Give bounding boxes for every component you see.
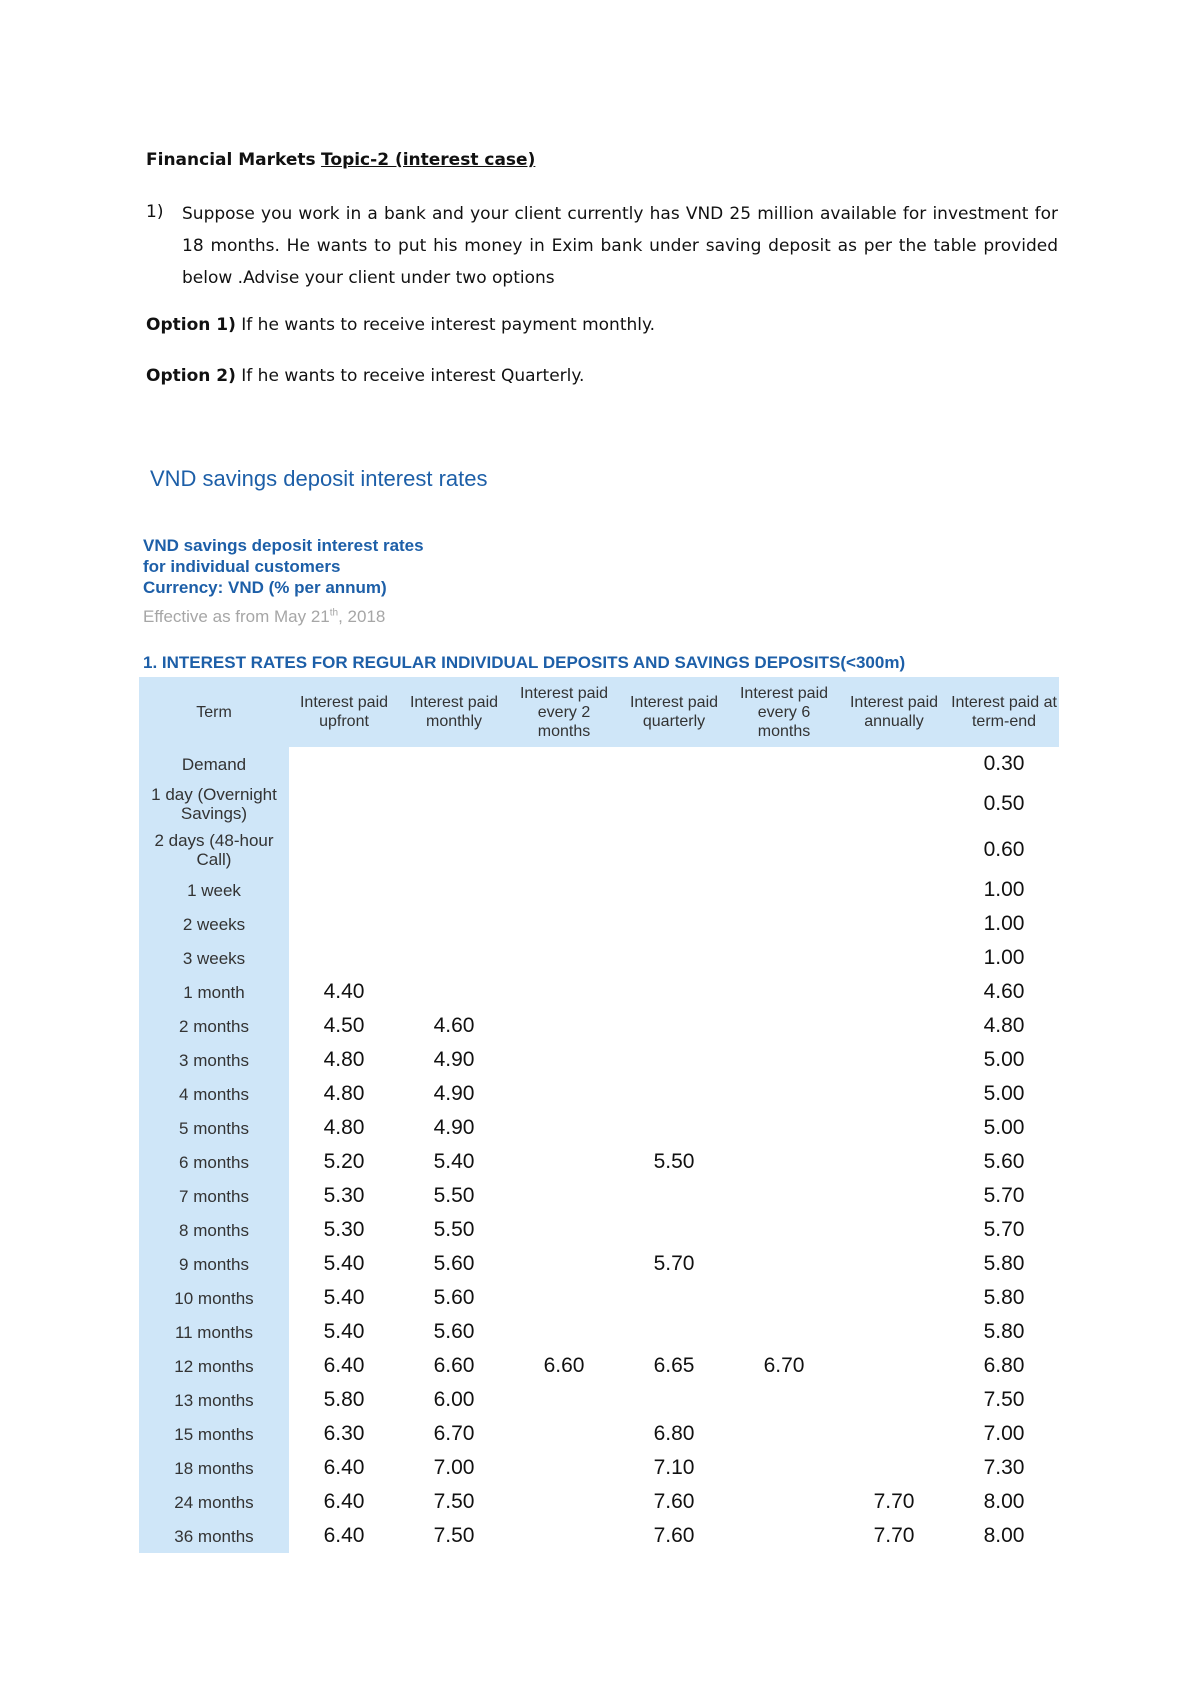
table-row — [139, 1077, 1059, 1111]
annually-cell: 7.70 — [873, 1524, 915, 1547]
monthly-cell: 4.90 — [433, 1082, 475, 1105]
every-6-months-cell — [729, 1145, 839, 1179]
table-row — [139, 1009, 1059, 1043]
every-2-months-cell — [509, 975, 619, 1009]
term-end-cell: 1.00 — [983, 912, 1025, 935]
term-cell: 3 weeks — [139, 941, 289, 975]
term-cell: 36 months — [139, 1519, 289, 1553]
term-end-cell: 5.80 — [983, 1286, 1025, 1309]
monthly-cell: 7.50 — [433, 1524, 475, 1547]
term-end-cell: 6.80 — [983, 1354, 1025, 1377]
annually-cell — [839, 1383, 949, 1417]
table-row — [139, 1417, 1059, 1451]
quarterly-cell — [619, 941, 729, 975]
quarterly-cell: 5.70 — [653, 1252, 695, 1275]
quarterly-cell — [619, 827, 729, 873]
effective-sup: th — [329, 607, 339, 619]
term-end-cell: 5.00 — [983, 1082, 1025, 1105]
monthly-cell — [399, 781, 509, 827]
term-cell: 4 months — [139, 1077, 289, 1111]
monthly-cell: 5.50 — [433, 1184, 475, 1207]
monthly-cell: 5.50 — [433, 1218, 475, 1241]
every-6-months-cell — [729, 1179, 839, 1213]
upfront-cell: 6.40 — [323, 1354, 365, 1377]
upfront-cell — [289, 907, 399, 941]
upfront-cell — [289, 941, 399, 975]
every-6-months-cell — [729, 1247, 839, 1281]
every-2-months-cell — [509, 1519, 619, 1553]
annually-cell — [839, 1281, 949, 1315]
quarterly-cell: 7.60 — [653, 1524, 695, 1547]
term-end-cell: 1.00 — [983, 878, 1025, 901]
monthly-cell: 7.50 — [433, 1490, 475, 1513]
table-row — [139, 1485, 1059, 1519]
table-row — [139, 1451, 1059, 1485]
quarterly-cell: 7.10 — [653, 1456, 695, 1479]
upfront-cell: 6.40 — [323, 1490, 365, 1513]
annually-cell — [839, 747, 949, 781]
term-cell: 7 months — [139, 1179, 289, 1213]
every-6-months-cell — [729, 1417, 839, 1451]
term-end-cell: 8.00 — [983, 1524, 1025, 1547]
table-body — [139, 747, 1059, 1553]
upfront-cell: 5.40 — [323, 1252, 365, 1275]
term-end-cell: 0.60 — [983, 838, 1025, 861]
annually-cell — [839, 1009, 949, 1043]
effective-prefix: Effective as from May 21 — [143, 607, 330, 626]
option-2 — [146, 366, 584, 386]
every-6-months-cell — [729, 1213, 839, 1247]
term-cell: 5 months — [139, 1111, 289, 1145]
every-2-months-cell — [509, 1179, 619, 1213]
header-every-6-months: Interest paid every 6 months — [729, 677, 839, 747]
quarterly-cell — [619, 1111, 729, 1145]
term-end-cell: 4.80 — [983, 1014, 1025, 1037]
quarterly-cell — [619, 907, 729, 941]
quarterly-cell — [619, 1315, 729, 1349]
quarterly-cell — [619, 873, 729, 907]
quarterly-cell — [619, 1213, 729, 1247]
term-end-cell: 5.70 — [983, 1184, 1025, 1207]
every-2-months-cell — [509, 1043, 619, 1077]
header-upfront: Interest paid upfront — [289, 677, 399, 747]
term-cell: 9 months — [139, 1247, 289, 1281]
every-2-months-cell — [509, 1451, 619, 1485]
annually-cell — [839, 1315, 949, 1349]
table-row — [139, 975, 1059, 1009]
quarterly-cell — [619, 1383, 729, 1417]
every-6-months-cell — [729, 1281, 839, 1315]
quarterly-cell: 6.65 — [653, 1354, 695, 1377]
annually-cell — [839, 1043, 949, 1077]
upfront-cell: 4.80 — [323, 1116, 365, 1139]
table-row — [139, 1111, 1059, 1145]
upfront-cell: 5.40 — [323, 1320, 365, 1343]
every-6-months-cell — [729, 907, 839, 941]
table-row — [139, 1247, 1059, 1281]
term-cell: 24 months — [139, 1485, 289, 1519]
term-cell: 8 months — [139, 1213, 289, 1247]
quarterly-cell — [619, 781, 729, 827]
monthly-cell: 4.60 — [433, 1014, 475, 1037]
quarterly-cell — [619, 747, 729, 781]
monthly-cell — [399, 975, 509, 1009]
upfront-cell: 5.80 — [323, 1388, 365, 1411]
upfront-cell: 6.30 — [323, 1422, 365, 1445]
table-title: 1. INTEREST RATES FOR REGULAR INDIVIDUAL DEPOSITS AND SAVINGS DEPOSITS(<300m) — [143, 653, 906, 672]
term-cell: 11 months — [139, 1315, 289, 1349]
annually-cell: 7.70 — [873, 1490, 915, 1513]
table-row — [139, 873, 1059, 907]
monthly-cell — [399, 907, 509, 941]
quarterly-cell: 6.80 — [653, 1422, 695, 1445]
subheading-line-2: for individual customers — [143, 557, 341, 576]
every-2-months-cell — [509, 907, 619, 941]
monthly-cell: 5.40 — [433, 1150, 475, 1173]
annually-cell — [839, 975, 949, 1009]
table-row — [139, 1519, 1059, 1553]
title-topic: Topic-2 (interest case) — [321, 150, 536, 170]
annually-cell — [839, 873, 949, 907]
quarterly-cell — [619, 1281, 729, 1315]
annually-cell — [839, 941, 949, 975]
upfront-cell: 5.30 — [323, 1218, 365, 1241]
quarterly-cell — [619, 1009, 729, 1043]
table-row — [139, 827, 1059, 873]
term-end-cell: 8.00 — [983, 1490, 1025, 1513]
effective-suffix: , 2018 — [338, 607, 386, 626]
every-6-months-cell — [729, 1009, 839, 1043]
every-2-months-cell — [509, 1281, 619, 1315]
quarterly-cell — [619, 1043, 729, 1077]
option-2-label: Option 2) — [146, 366, 236, 386]
every-6-months-cell — [729, 1077, 839, 1111]
term-cell: 18 months — [139, 1451, 289, 1485]
every-2-months-cell — [509, 1247, 619, 1281]
subheading-line-1: VND savings deposit interest rates — [143, 536, 424, 555]
upfront-cell: 4.80 — [323, 1048, 365, 1071]
every-6-months-cell — [729, 747, 839, 781]
annually-cell — [839, 1417, 949, 1451]
effective-date — [143, 607, 385, 627]
subheading-line-3: Currency: VND (% per annum) — [143, 578, 387, 597]
header-every-2-months: Interest paid every 2 months — [509, 677, 619, 747]
term-end-cell: 1.00 — [983, 946, 1025, 969]
annually-cell — [839, 1077, 949, 1111]
term-cell: 3 months — [139, 1043, 289, 1077]
rates-heading: VND savings deposit interest rates — [150, 466, 488, 491]
table-row — [139, 1213, 1059, 1247]
annually-cell — [839, 827, 949, 873]
monthly-cell: 7.00 — [433, 1456, 475, 1479]
monthly-cell: 5.60 — [433, 1320, 475, 1343]
monthly-cell: 6.60 — [433, 1354, 475, 1377]
header-term-end: Interest paid at term-end — [949, 677, 1059, 747]
term-end-cell: 4.60 — [983, 980, 1025, 1003]
monthly-cell — [399, 827, 509, 873]
every-2-months-cell — [509, 1315, 619, 1349]
question-text: Suppose you work in a bank and your client currently has VND 25 million available for investment for 18 months. He wants to put his money in Exim bank under saving deposit as per the table provided below .Advise your client under two options — [182, 204, 1058, 288]
every-6-months-cell — [729, 975, 839, 1009]
document-title — [146, 150, 535, 170]
header-monthly: Interest paid monthly — [399, 677, 509, 747]
term-cell: 2 days (48-hour Call) — [139, 827, 289, 873]
every-2-months-cell — [509, 1145, 619, 1179]
term-end-cell: 5.00 — [983, 1048, 1025, 1071]
upfront-cell: 5.20 — [323, 1150, 365, 1173]
every-2-months-cell — [509, 873, 619, 907]
upfront-cell: 5.40 — [323, 1286, 365, 1309]
table-row — [139, 747, 1059, 781]
table-row — [139, 1383, 1059, 1417]
table-row — [139, 907, 1059, 941]
quarterly-cell — [619, 1077, 729, 1111]
annually-cell — [839, 1179, 949, 1213]
quarterly-cell — [619, 975, 729, 1009]
monthly-cell: 4.90 — [433, 1048, 475, 1071]
every-2-months-cell — [509, 1485, 619, 1519]
upfront-cell: 6.40 — [323, 1456, 365, 1479]
term-end-cell: 5.60 — [983, 1150, 1025, 1173]
title-prefix: Financial Markets — [146, 150, 316, 170]
upfront-cell — [289, 827, 399, 873]
term-end-cell: 0.30 — [983, 752, 1025, 775]
every-2-months-cell — [509, 781, 619, 827]
header-quarterly: Interest paid quarterly — [619, 677, 729, 747]
every-6-months-cell: 6.70 — [763, 1354, 805, 1377]
term-cell: 2 weeks — [139, 907, 289, 941]
every-6-months-cell — [729, 1043, 839, 1077]
annually-cell — [839, 1111, 949, 1145]
monthly-cell: 5.60 — [433, 1252, 475, 1275]
table-row — [139, 1315, 1059, 1349]
every-2-months-cell: 6.60 — [543, 1354, 585, 1377]
rates-subheading — [143, 535, 424, 598]
upfront-cell — [289, 747, 399, 781]
term-end-cell: 5.80 — [983, 1320, 1025, 1343]
every-2-months-cell — [509, 1417, 619, 1451]
term-end-cell: 7.00 — [983, 1422, 1025, 1445]
term-end-cell: 5.00 — [983, 1116, 1025, 1139]
every-6-months-cell — [729, 1315, 839, 1349]
annually-cell — [839, 1213, 949, 1247]
every-6-months-cell — [729, 1519, 839, 1553]
upfront-cell: 5.30 — [323, 1184, 365, 1207]
every-2-months-cell — [509, 1009, 619, 1043]
table-row — [139, 1349, 1059, 1383]
every-2-months-cell — [509, 1383, 619, 1417]
term-cell: 6 months — [139, 1145, 289, 1179]
every-2-months-cell — [509, 747, 619, 781]
every-6-months-cell — [729, 781, 839, 827]
annually-cell — [839, 1145, 949, 1179]
header-annually: Interest paid annually — [839, 677, 949, 747]
every-6-months-cell — [729, 873, 839, 907]
annually-cell — [839, 1451, 949, 1485]
term-cell: 1 day (Overnight Savings) — [139, 781, 289, 827]
term-cell: 1 month — [139, 975, 289, 1009]
table-row — [139, 1043, 1059, 1077]
table-row — [139, 781, 1059, 827]
term-end-cell: 5.80 — [983, 1252, 1025, 1275]
table-row — [139, 1145, 1059, 1179]
annually-cell — [839, 781, 949, 827]
every-6-months-cell — [729, 1111, 839, 1145]
option-1-label: Option 1) — [146, 315, 236, 335]
term-cell: 1 week — [139, 873, 289, 907]
term-cell: 2 months — [139, 1009, 289, 1043]
table-row — [139, 1281, 1059, 1315]
interest-rates-table — [139, 677, 1059, 1553]
table-row — [139, 941, 1059, 975]
annually-cell — [839, 1349, 949, 1383]
option-1-text: If he wants to receive interest payment monthly. — [241, 315, 656, 335]
term-end-cell: 7.50 — [983, 1388, 1025, 1411]
term-end-cell: 7.30 — [983, 1456, 1025, 1479]
term-end-cell: 0.50 — [983, 792, 1025, 815]
every-6-months-cell — [729, 1485, 839, 1519]
every-6-months-cell — [729, 1383, 839, 1417]
question-number: 1) — [146, 202, 164, 222]
every-2-months-cell — [509, 941, 619, 975]
every-2-months-cell — [509, 827, 619, 873]
term-cell: 12 months — [139, 1349, 289, 1383]
table-header-row — [139, 677, 1059, 747]
table-row — [139, 1179, 1059, 1213]
annually-cell — [839, 907, 949, 941]
upfront-cell — [289, 781, 399, 827]
every-6-months-cell — [729, 1451, 839, 1485]
term-cell: 15 months — [139, 1417, 289, 1451]
option-1 — [146, 315, 655, 335]
term-cell: 13 months — [139, 1383, 289, 1417]
header-term: Term — [139, 677, 289, 747]
monthly-cell: 6.00 — [433, 1388, 475, 1411]
every-2-months-cell — [509, 1213, 619, 1247]
quarterly-cell: 5.50 — [653, 1150, 695, 1173]
every-2-months-cell — [509, 1111, 619, 1145]
monthly-cell: 6.70 — [433, 1422, 475, 1445]
every-6-months-cell — [729, 827, 839, 873]
monthly-cell — [399, 747, 509, 781]
monthly-cell: 4.90 — [433, 1116, 475, 1139]
upfront-cell — [289, 873, 399, 907]
term-cell: 10 months — [139, 1281, 289, 1315]
upfront-cell: 6.40 — [323, 1524, 365, 1547]
quarterly-cell: 7.60 — [653, 1490, 695, 1513]
monthly-cell — [399, 941, 509, 975]
annually-cell — [839, 1247, 949, 1281]
option-2-text: If he wants to receive interest Quarterly. — [241, 366, 585, 386]
quarterly-cell — [619, 1179, 729, 1213]
upfront-cell: 4.50 — [323, 1014, 365, 1037]
monthly-cell: 5.60 — [433, 1286, 475, 1309]
term-end-cell: 5.70 — [983, 1218, 1025, 1241]
term-cell: Demand — [139, 747, 289, 781]
upfront-cell: 4.40 — [323, 980, 365, 1003]
monthly-cell — [399, 873, 509, 907]
every-6-months-cell — [729, 941, 839, 975]
upfront-cell: 4.80 — [323, 1082, 365, 1105]
every-2-months-cell — [509, 1077, 619, 1111]
